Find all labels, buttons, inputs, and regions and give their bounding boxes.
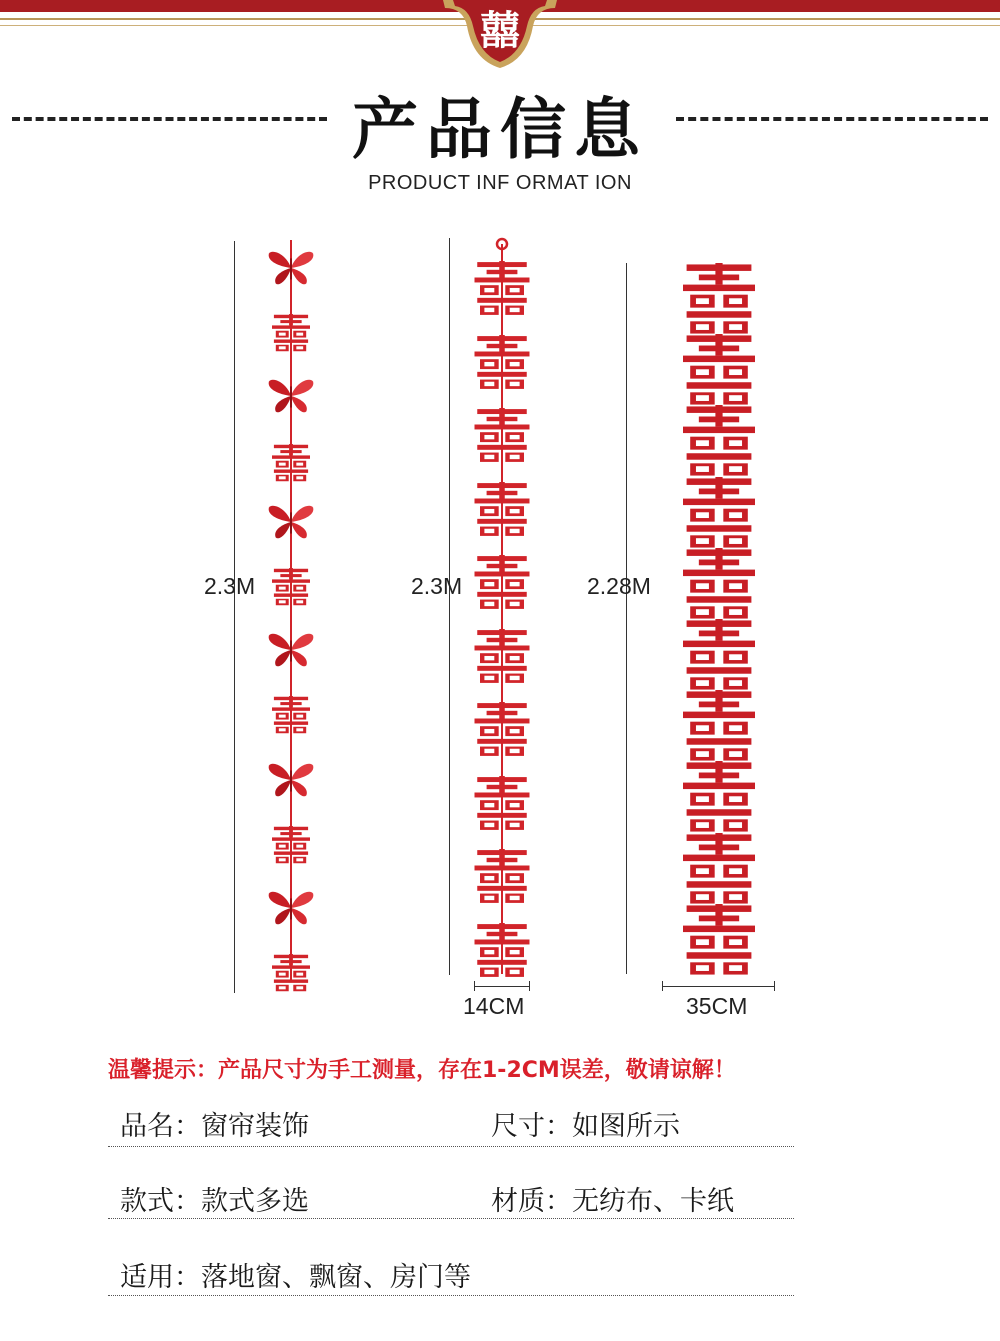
xi-panel-block — [663, 477, 775, 549]
xi-chain-block — [474, 629, 530, 684]
spec-divider-2 — [108, 1218, 794, 1219]
spec-style: 款式：款式多选 — [120, 1186, 309, 1217]
butterfly-ornament — [267, 248, 315, 288]
width-tick-3b — [774, 981, 775, 991]
spec-size: 尺寸：如图所示 — [491, 1111, 680, 1142]
width-label-2: 14CM — [463, 993, 525, 1019]
xi-panel-block — [663, 904, 775, 976]
page-subtitle: PRODUCT INF ORMAT ION — [368, 172, 632, 194]
width-tick-2a — [474, 981, 475, 991]
xi-chain-block — [474, 702, 530, 757]
spec-usage: 适用：落地窗、飘窗、房门等 — [120, 1262, 471, 1293]
xi-panel-block — [663, 761, 775, 833]
page-title: 产品信息 — [352, 90, 648, 168]
xi-chain-block — [474, 408, 530, 463]
width-tick-3a — [662, 981, 663, 991]
xi-panel-block — [663, 690, 775, 762]
width-line-3 — [662, 986, 775, 987]
spec-divider-3 — [108, 1295, 794, 1296]
xi-pendant — [272, 566, 310, 608]
width-tick-2b — [529, 981, 530, 991]
height-line-2 — [449, 238, 450, 975]
xi-panel-block — [663, 334, 775, 406]
xi-pendant — [272, 312, 310, 354]
xi-panel-block — [663, 405, 775, 477]
butterfly-ornament — [267, 376, 315, 416]
xi-pendant — [272, 824, 310, 866]
notice-text: 温馨提示：产品尺寸为手工测量，存在1-2CM误差，敬请谅解！ — [108, 1058, 736, 1083]
xi-chain-block — [474, 776, 530, 831]
xi-chain-block — [474, 482, 530, 537]
xi-chain-block — [474, 555, 530, 610]
xi-pendant — [272, 694, 310, 736]
xi-panel-block — [663, 263, 775, 335]
spec-material: 材质：无纺布、卡纸 — [491, 1186, 734, 1217]
height-label-2: 2.3M — [411, 573, 463, 599]
spec-divider-1 — [108, 1146, 794, 1147]
xi-chain-block — [474, 849, 530, 904]
height-label-3: 2.28M — [587, 573, 651, 599]
height-label-1: 2.3M — [204, 573, 256, 599]
butterfly-ornament — [267, 760, 315, 800]
butterfly-ornament — [267, 502, 315, 542]
xi-pendant — [272, 442, 310, 484]
xi-panel-block — [663, 548, 775, 620]
height-line-1 — [234, 241, 235, 993]
xi-chain-block — [474, 261, 530, 316]
xi-pendant — [272, 952, 310, 994]
spec-name: 品名：窗帘装饰 — [120, 1111, 309, 1142]
xi-badge — [437, 0, 563, 70]
height-line-3 — [626, 263, 627, 974]
strand-2-hook — [494, 236, 510, 252]
xi-chain-block — [474, 335, 530, 390]
xi-panel-block — [663, 619, 775, 691]
width-label-3: 35CM — [686, 993, 748, 1019]
title-dash-right — [676, 117, 988, 121]
width-line-2 — [474, 986, 530, 987]
title-dash-left — [12, 117, 327, 121]
badge-glyph: 囍 — [480, 7, 520, 54]
butterfly-ornament — [267, 630, 315, 670]
xi-panel-block — [663, 833, 775, 905]
butterfly-ornament — [267, 888, 315, 928]
xi-chain-block — [474, 923, 530, 978]
